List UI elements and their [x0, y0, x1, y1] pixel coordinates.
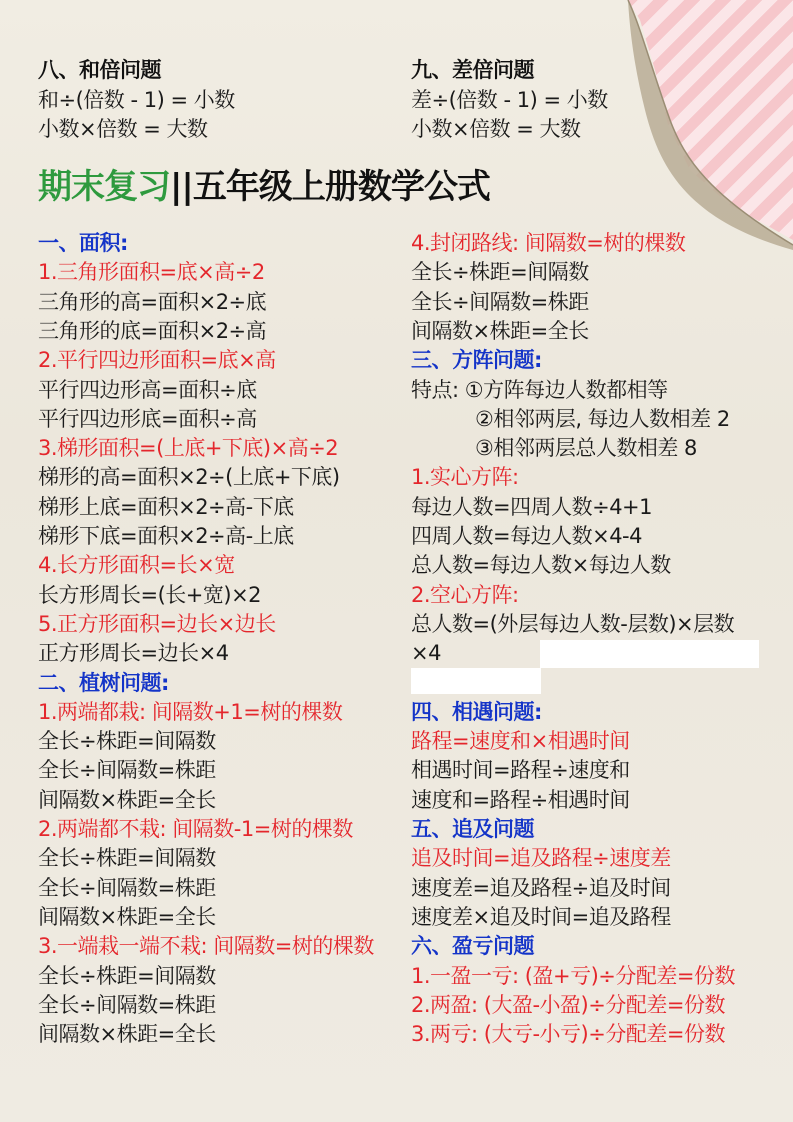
formula-line: 全长÷株距=间隔数: [38, 963, 216, 988]
formula-line: 平行四边形底=面积÷高: [38, 406, 257, 431]
title-separator: ||: [170, 167, 193, 207]
formula-line: 全长÷株距=间隔数: [38, 729, 216, 754]
formula-line: 梯形上底=面积×2÷高-下底: [38, 494, 294, 519]
formula-line: 平行四边形高=面积÷底: [38, 377, 257, 402]
page-curl-decoration: [600, 0, 793, 250]
formula-line: 全长÷间隔数=株距: [38, 758, 216, 783]
key-formula: 3.两亏: (大亏-小亏)÷分配差=份数: [411, 1022, 725, 1047]
formula-line: 三角形的底=面积×2÷高: [38, 318, 267, 343]
section-heading: 六、盈亏问题: [411, 934, 534, 959]
key-formula: 5.正方形面积=边长×边长: [38, 611, 276, 636]
white-cover-box: [540, 640, 759, 668]
formula-line: 全长÷间隔数=株距: [38, 875, 216, 900]
key-formula: 追及时间=追及路程÷速度差: [411, 846, 671, 871]
formula-line: 速度差=追及路程÷追及时间: [411, 875, 671, 900]
section-heading: 二、植树问题:: [38, 670, 169, 695]
formula-line: 三角形的高=面积×2÷底: [38, 289, 267, 314]
key-formula: 2.两盈: (大盈-小盈)÷分配差=份数: [411, 992, 725, 1017]
key-formula: 1.两端都栽: 间隔数+1=树的棵数: [38, 699, 343, 724]
page-title: [38, 164, 490, 210]
key-formula: 1.实心方阵:: [411, 465, 519, 490]
formula-line: 总人数=每边人数×每边人数: [411, 553, 671, 578]
formula-line: 全长÷株距=间隔数: [411, 260, 589, 285]
formula-line: 长方形周长=(长+宽)×2: [38, 582, 262, 607]
key-formula: 3.梯形面积=(上底+下底)×高÷2: [38, 436, 339, 461]
section-heading: 五、追及问题: [411, 817, 534, 841]
formula-line: 速度差×追及时间=追及路程: [411, 904, 671, 929]
key-formula: 2.空心方阵:: [411, 582, 519, 607]
title-highlight: 期末复习: [38, 167, 170, 207]
formula-line: 梯形的高=面积×2÷(上底+下底): [38, 465, 340, 490]
formula-line: 相遇时间=路程÷速度和: [411, 758, 630, 783]
section-heading-sum-multiple: 八、和倍问题: [38, 58, 161, 82]
formula-line: 和÷(倍数 - 1) = 小数: [38, 88, 235, 112]
formula-line: 差÷(倍数 - 1) = 小数: [411, 88, 608, 112]
key-formula: 3.一端栽一端不栽: 间隔数=树的棵数: [38, 934, 374, 959]
formula-line: 四周人数=每边人数×4-4: [411, 524, 642, 548]
key-formula: 2.两端都不栽: 间隔数-1=树的棵数: [38, 817, 353, 841]
formula-line: 全长÷间隔数=株距: [411, 289, 589, 314]
formula-line: 间隔数×株距=全长: [411, 318, 589, 343]
formula-line: 小数×倍数 = 大数: [411, 117, 581, 141]
section-heading: 一、面积:: [38, 231, 128, 255]
formula-line: 速度和=路程÷相遇时间: [411, 787, 630, 812]
formula-line: ②相邻两层, 每边人数相差 2: [475, 406, 730, 431]
key-formula: 1.一盈一亏: (盈+亏)÷分配差=份数: [411, 963, 735, 988]
formula-line: 全长÷株距=间隔数: [38, 846, 216, 871]
section-heading: 四、相遇问题:: [411, 699, 542, 724]
key-formula: 4.封闭路线: 间隔数=树的棵数: [411, 231, 686, 255]
key-formula: 路程=速度和×相遇时间: [411, 729, 630, 754]
formula-line: 正方形周长=边长×4: [38, 641, 229, 666]
white-cover-box: [411, 668, 541, 694]
formula-line: 每边人数=四周人数÷4+1: [411, 494, 653, 519]
section-heading: 三、方阵问题:: [411, 348, 542, 373]
formula-line: 间隔数×株距=全长: [38, 904, 216, 929]
formula-line: 特点: ①方阵每边人数都相等: [411, 377, 668, 402]
key-formula: 4.长方形面积=长×宽: [38, 553, 235, 578]
key-formula: 1.三角形面积=底×高÷2: [38, 260, 265, 285]
title-main: 五年级上册数学公式: [192, 167, 490, 207]
formula-line: 梯形下底=面积×2÷高-上底: [38, 524, 294, 548]
formula-line: 间隔数×株距=全长: [38, 1022, 216, 1047]
formula-line: 间隔数×株距=全长: [38, 787, 216, 812]
formula-line: 小数×倍数 = 大数: [38, 117, 208, 141]
section-heading-difference-multiple: 九、差倍问题: [411, 58, 534, 82]
formula-line: ③相邻两层总人数相差 8: [475, 436, 697, 461]
formula-line: ×4: [411, 641, 441, 666]
formula-line: 总人数=(外层每边人数-层数)×层数: [411, 611, 735, 636]
formula-line: 全长÷间隔数=株距: [38, 992, 216, 1017]
key-formula: 2.平行四边形面积=底×高: [38, 348, 276, 373]
